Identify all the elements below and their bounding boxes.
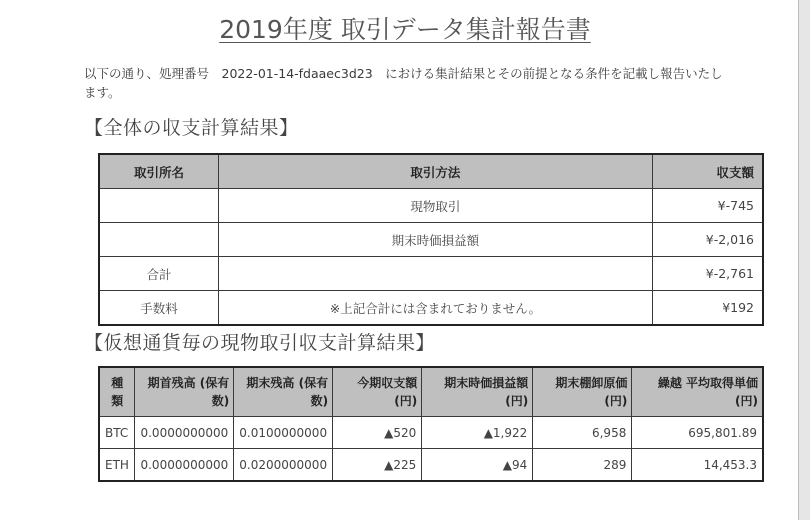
header-coin-line1: 種 bbox=[111, 376, 124, 390]
cell-valuation-pnl: ▲94 bbox=[422, 449, 533, 482]
coin-summary-table bbox=[98, 366, 764, 482]
header-closing-balance-line2: 数) bbox=[310, 394, 329, 408]
cell-exchange: 合計 bbox=[99, 257, 219, 291]
header-avg-cost bbox=[632, 367, 763, 417]
header-avg-cost-line2: (円) bbox=[735, 394, 758, 408]
cell-avg-cost: 695,801.89 bbox=[632, 417, 763, 449]
cell-method: ※上記合計には含まれておりません。 bbox=[219, 291, 653, 326]
total-section-heading: 【全体の収支計算結果】 bbox=[84, 117, 299, 139]
table-row bbox=[99, 189, 763, 223]
header-opening-balance-line2: 数) bbox=[211, 394, 230, 408]
cell-period-pnl: ▲225 bbox=[333, 449, 422, 482]
table-row bbox=[99, 291, 763, 326]
header-period-pnl-line2: (円) bbox=[394, 394, 418, 408]
table-header-row bbox=[99, 367, 763, 417]
window-edge bbox=[798, 0, 810, 520]
cell-amount: ¥-745 bbox=[652, 189, 763, 223]
cell-method: 期末時価損益額 bbox=[219, 223, 653, 257]
cell-method: 現物取引 bbox=[219, 189, 653, 223]
header-coin bbox=[99, 367, 135, 417]
cell-amount: ¥-2,761 bbox=[652, 257, 763, 291]
header-amount: 収支額 bbox=[652, 154, 763, 189]
cell-opening-balance: 0.0000000000 bbox=[135, 449, 234, 482]
cell-period-pnl: ▲520 bbox=[333, 417, 422, 449]
header-period-pnl bbox=[333, 367, 422, 417]
intro-paragraph: 以下の通り、処理番号 2022-01-14-fdaaec3d23 における集計結果とその前提となる条件を記載し報告いたします。 bbox=[84, 66, 723, 100]
cell-exchange bbox=[99, 189, 219, 223]
coin-section-heading: 【仮想通貨毎の現物取引収支計算結果】 bbox=[84, 332, 436, 354]
header-inventory-cost-line1: 期末棚卸原価 bbox=[555, 376, 628, 390]
header-inventory-cost-line2: (円) bbox=[604, 394, 628, 408]
page-title bbox=[0, 10, 810, 46]
cell-coin: BTC bbox=[99, 417, 135, 449]
header-opening-balance-line1: 期首残高 (保有 bbox=[147, 376, 230, 390]
header-method: 取引方法 bbox=[219, 154, 653, 189]
page-title-text: 2019年度 取引データ集計報告書 bbox=[219, 15, 591, 44]
cell-opening-balance: 0.0000000000 bbox=[135, 417, 234, 449]
table-row bbox=[99, 417, 763, 449]
header-valuation-pnl-line1: 期末時価損益額 bbox=[444, 376, 529, 390]
table-row bbox=[99, 223, 763, 257]
cell-exchange bbox=[99, 223, 219, 257]
cell-closing-balance: 0.0200000000 bbox=[234, 449, 333, 482]
cell-inventory-cost: 6,958 bbox=[533, 417, 632, 449]
header-closing-balance-line1: 期末残高 (保有 bbox=[246, 376, 329, 390]
header-closing-balance bbox=[234, 367, 333, 417]
total-summary-table bbox=[98, 153, 764, 326]
header-exchange: 取引所名 bbox=[99, 154, 219, 189]
table-row bbox=[99, 257, 763, 291]
cell-method bbox=[219, 257, 653, 291]
cell-inventory-cost: 289 bbox=[533, 449, 632, 482]
cell-valuation-pnl: ▲1,922 bbox=[422, 417, 533, 449]
cell-coin: ETH bbox=[99, 449, 135, 482]
table-header-row bbox=[99, 154, 763, 189]
table-row bbox=[99, 449, 763, 482]
header-coin-line2: 類 bbox=[111, 394, 124, 408]
cell-amount: ¥-2,016 bbox=[652, 223, 763, 257]
header-inventory-cost bbox=[533, 367, 632, 417]
header-opening-balance bbox=[135, 367, 234, 417]
header-avg-cost-line1: 繰越 平均取得単価 bbox=[657, 376, 758, 390]
cell-exchange: 手数料 bbox=[99, 291, 219, 326]
header-period-pnl-line1: 今期収支額 bbox=[357, 376, 418, 390]
header-valuation-pnl-line2: (円) bbox=[505, 394, 529, 408]
cell-closing-balance: 0.0100000000 bbox=[234, 417, 333, 449]
cell-amount: ¥192 bbox=[652, 291, 763, 326]
cell-avg-cost: 14,453.3 bbox=[632, 449, 763, 482]
header-valuation-pnl bbox=[422, 367, 533, 417]
